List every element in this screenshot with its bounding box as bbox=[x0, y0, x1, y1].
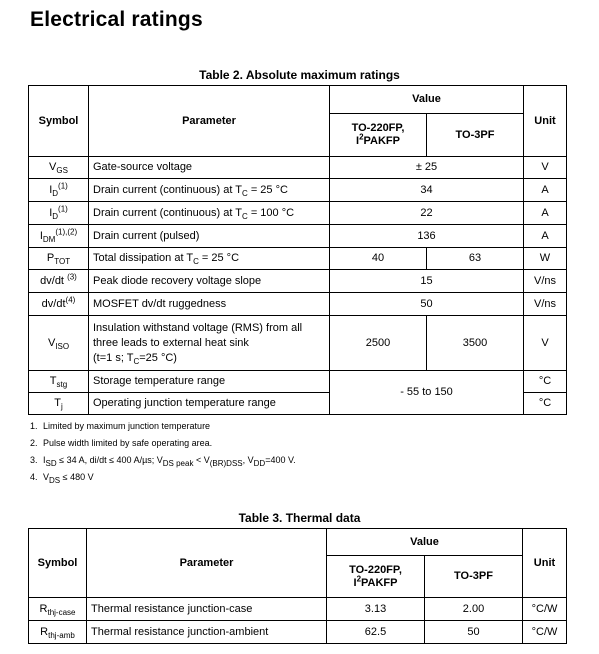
footnote: 3. $I_{SD} \le 34$ A, di/dt ≤ 400 A/µs; $V_{DS peak} < V_{(BR)DSS}$, $V_{DD}=400$ V. bbox=[30, 455, 296, 468]
footnote: 1. Limited by maximum junction temperature bbox=[30, 421, 211, 431]
header-parameter: Parameter bbox=[89, 86, 330, 157]
header-parameter: Parameter bbox=[87, 529, 327, 598]
table-row: $V_{ISO}$ Insulation withstand voltage (RMS) from all three leads to external heat sink (t=1 s; $T_C=25$ °C) 2500 3500 V bbox=[29, 316, 567, 371]
section-title: Electrical ratings bbox=[30, 8, 203, 31]
header-package-a: TO-220FP, $I^2PAKFP$ bbox=[330, 114, 427, 157]
header-symbol: Symbol bbox=[29, 86, 89, 157]
table-row: $T_{stg}$ Storage temperature range - 55 to 150 °C bbox=[29, 371, 567, 393]
header-package-a: TO-220FP, $I^2PAKFP$ bbox=[327, 556, 425, 598]
header-value: Value bbox=[327, 529, 523, 556]
header-value: Value bbox=[330, 86, 524, 114]
table-header-row bbox=[29, 529, 567, 556]
header-symbol: Symbol bbox=[29, 529, 87, 598]
table-header-row bbox=[29, 86, 567, 114]
table-row: $R_{thj-amb}$ Thermal resistance junction-ambient 62.5 50 °C/W bbox=[29, 621, 567, 644]
table-row: $dv/dt^{(4)}$ MOSFET dv/dt ruggedness 50 V/ns bbox=[29, 293, 567, 316]
header-unit: Unit bbox=[523, 529, 567, 598]
table-row: $V_{GS}$ Gate-source voltage ± 25 V bbox=[29, 157, 567, 179]
table-footnotes bbox=[30, 418, 296, 486]
table-row: $R_{thj-case}$ Thermal resistance junction-case 3.13 2.00 °C/W bbox=[29, 598, 567, 621]
absolute-max-ratings-table bbox=[28, 85, 567, 415]
footnote: 4. $V_{DS} \le 480$ V bbox=[30, 472, 94, 485]
header-package-b: TO-3PF bbox=[427, 114, 524, 157]
thermal-data-table bbox=[28, 528, 567, 644]
table-row: $I_D^{(1)}$ Drain current (continuous) at $T_C = 25$ °C 34 A bbox=[29, 179, 567, 202]
table-row: $I_D^{(1)}$ Drain current (continuous) at $T_C = 100$ °C 22 A bbox=[29, 202, 567, 225]
table2-caption: Table 2. Absolute maximum ratings bbox=[199, 68, 400, 82]
header-unit: Unit bbox=[524, 86, 567, 157]
table3-caption: Table 3. Thermal data bbox=[238, 511, 361, 525]
temperature-range-value: - 55 to 150 bbox=[330, 371, 524, 415]
table-row: $P_{TOT}$ Total dissipation at $T_C = 25$ °C 40 63 W bbox=[29, 248, 567, 270]
table-row: $I_{DM}^{(1),(2)}$ Drain current (pulsed) 136 A bbox=[29, 225, 567, 248]
table-row: dv/dt $^{(3)}$ Peak diode recovery voltage slope 15 V/ns bbox=[29, 270, 567, 293]
footnote: 2. Pulse width limited by safe operating area. bbox=[30, 438, 213, 448]
header-package-b: TO-3PF bbox=[425, 556, 523, 598]
table-row: $T_j$ Operating junction temperature range °C bbox=[29, 393, 567, 415]
